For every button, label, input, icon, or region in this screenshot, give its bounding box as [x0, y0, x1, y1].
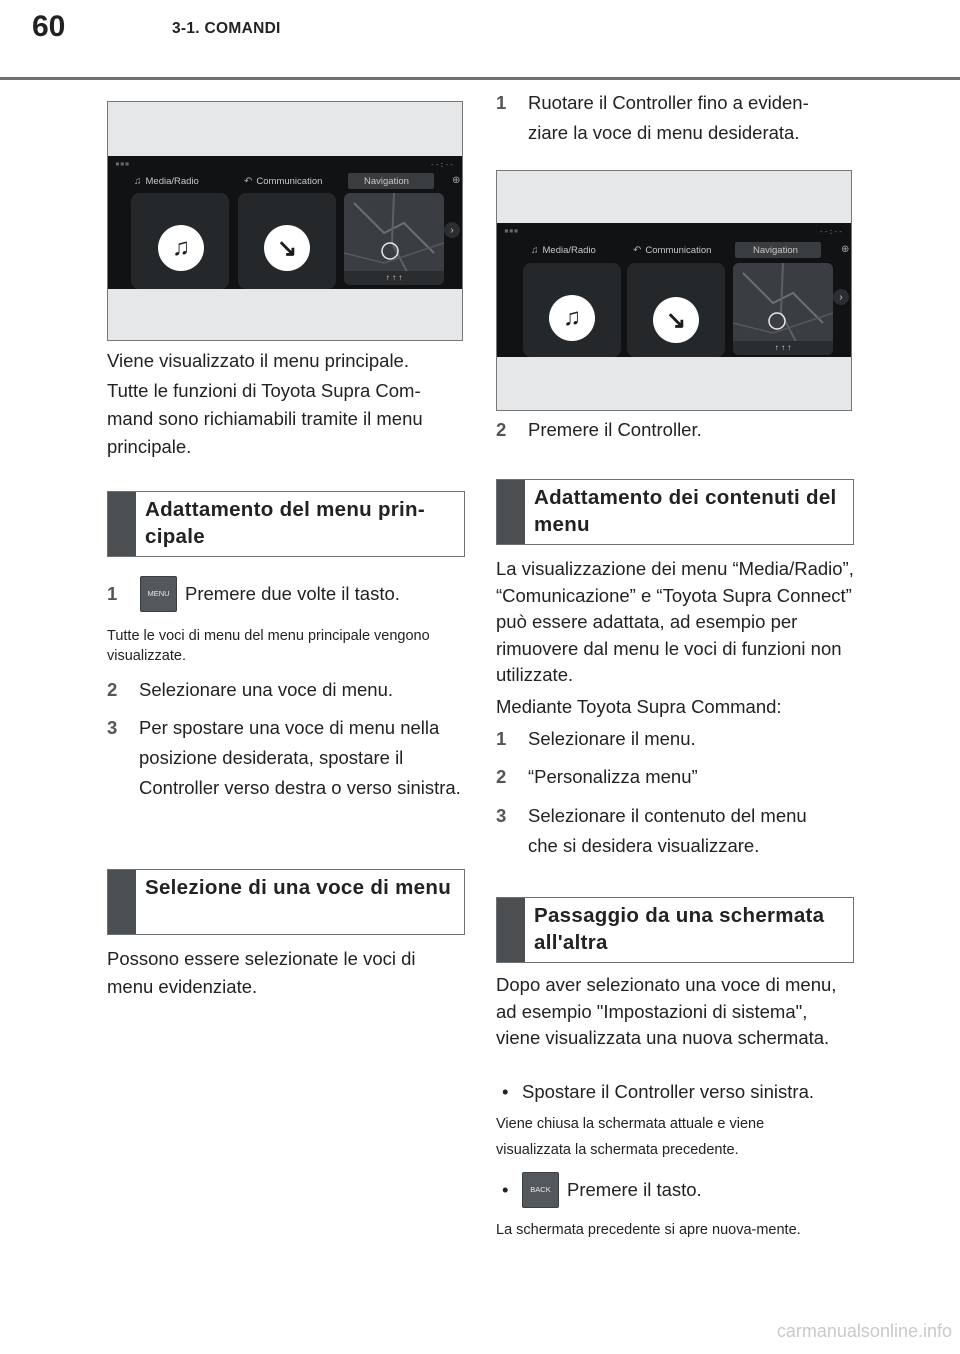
page-number: 60: [32, 10, 66, 43]
heading-bar: [497, 480, 525, 544]
heading-bar: [108, 492, 136, 556]
screenshot-controller: [496, 170, 852, 411]
section-heading: [496, 479, 854, 545]
status-clock: --:--: [818, 227, 843, 236]
step-item: [496, 88, 854, 143]
paragraph: Viene visualizzato il menu principale.: [107, 350, 409, 371]
status-clock: --:--: [429, 160, 454, 169]
status-left: ▪▪▪: [504, 226, 519, 235]
music-note-icon: ♫: [531, 245, 539, 256]
phone-icon: ↶: [633, 245, 642, 256]
next-arrow-icon[interactable]: ›: [444, 222, 460, 238]
heading-bar: [497, 898, 525, 962]
bullet-dot: •: [502, 1179, 509, 1200]
music-note-icon: ♫: [134, 176, 142, 187]
chapter-title: 3-1. COMANDI: [172, 20, 281, 37]
phone-circle-icon: ↘: [264, 225, 310, 271]
tab-navigation[interactable]: Navigation: [753, 245, 798, 256]
paragraph: Possono essere selezionate le voci di menu evidenziate.: [107, 948, 416, 997]
menu-key-icon: MENU: [140, 576, 177, 612]
status-left: ▪▪▪: [115, 159, 130, 168]
map-direction-bar: ↑ ↑ ↑: [344, 271, 444, 285]
phone-circle-icon: ↘: [653, 297, 699, 343]
step-number: 1: [496, 92, 507, 113]
step-item: [496, 415, 854, 445]
step-text: Selezionare una voce di menu.: [139, 679, 394, 700]
note-text: Viene chiusa la schermata attuale e viene visualizzata la schermata precedente.: [496, 1116, 765, 1158]
map-direction-bar: ↑ ↑ ↑: [733, 341, 833, 355]
step-number: 2: [107, 679, 118, 700]
step-number: 2: [496, 419, 507, 440]
tab-navigation[interactable]: Navigation: [364, 176, 409, 187]
navigation-map-tile[interactable]: [733, 263, 833, 355]
display-screen: [497, 223, 851, 357]
paragraph: Tutte le funzioni di Toyota Supra Com-mand sono richiamabili tramite il menu principale.: [107, 380, 423, 457]
step-item: [107, 675, 465, 705]
section-heading: [496, 897, 854, 963]
bullet-dot: •: [502, 1081, 509, 1102]
step-number: 1: [496, 728, 507, 749]
screenshot-main-menu: [107, 101, 463, 341]
bullet-text: Spostare il Controller verso sinistra.: [522, 1081, 814, 1102]
step-text: Premere due volte il tasto.: [185, 583, 400, 604]
heading-text: Selezione di una voce di menu: [145, 876, 452, 899]
bullet-text: Premere il tasto.: [567, 1179, 702, 1200]
header-rule: [0, 77, 960, 80]
step-number: 3: [496, 805, 507, 826]
music-circle-icon: ♫: [549, 295, 595, 341]
heading-text: Adattamento del menu prin-cipale: [145, 498, 426, 548]
heading-text: Passaggio da una schermata all'altra: [534, 904, 825, 954]
heading-bar: [108, 870, 136, 934]
step-number: 1: [107, 583, 118, 604]
phone-icon: ↶: [244, 176, 253, 187]
step-item: [107, 576, 465, 612]
paragraph: Dopo aver selezionato una voce di menu, ad esempio "Impostazioni di sistema", viene visualizzata una nuova schermata.: [496, 974, 837, 1048]
step-text: Ruotare il Controller fino a eviden-ziare la voce di menu desiderata.: [528, 92, 809, 143]
tab-media-radio[interactable]: ♫ Media/Radio: [134, 176, 199, 187]
bullet-item: [496, 1172, 854, 1208]
section-heading: [107, 491, 465, 557]
step-text: Selezionare il menu.: [528, 728, 696, 749]
step-text: Selezionare il contenuto del menu che si desidera visualizzare.: [528, 805, 807, 856]
step-text: “Personalizza menu”: [528, 766, 698, 787]
next-arrow-icon[interactable]: ›: [833, 289, 849, 305]
navigation-map-tile[interactable]: [344, 193, 444, 285]
back-key-icon: BACK: [522, 1172, 559, 1208]
step-item: [496, 801, 854, 856]
section-heading: [107, 869, 465, 935]
tab-media-radio[interactable]: ♫ Media/Radio: [531, 245, 596, 256]
footer-watermark: carmanualsonline.info: [776, 1321, 952, 1341]
step-item: [107, 713, 465, 798]
paragraph: La visualizzazione dei menu “Media/Radio”, “Comunicazione” e “Toyota Supra Connect” può essere adattata, ad esempio per rimuovere dal menu le voci di funzioni non utilizzate.: [496, 558, 854, 685]
step-item: [496, 762, 854, 792]
note-text: Tutte le voci di menu del menu principale vengono visualizzate.: [107, 628, 430, 664]
note-text: La schermata precedente si apre nuova-mente.: [496, 1222, 801, 1238]
heading-text: Adattamento dei contenuti del menu: [534, 486, 837, 536]
step-text: Per spostare una voce di menu nella posizione desiderata, spostare il Controller verso destra o verso sinistra.: [139, 717, 461, 798]
step-item: [496, 724, 854, 754]
paragraph: Mediante Toyota Supra Command:: [496, 696, 782, 717]
step-number: 2: [496, 766, 507, 787]
tab-communication[interactable]: ↶ Communication: [633, 245, 712, 256]
music-circle-icon: ♫: [158, 225, 204, 271]
tab-communication[interactable]: ↶ Communication: [244, 176, 323, 187]
display-screen: [108, 156, 462, 289]
step-number: 3: [107, 717, 118, 738]
globe-icon: ⊕: [452, 175, 461, 186]
step-text: Premere il Controller.: [528, 419, 702, 440]
globe-icon: ⊕: [841, 244, 850, 255]
